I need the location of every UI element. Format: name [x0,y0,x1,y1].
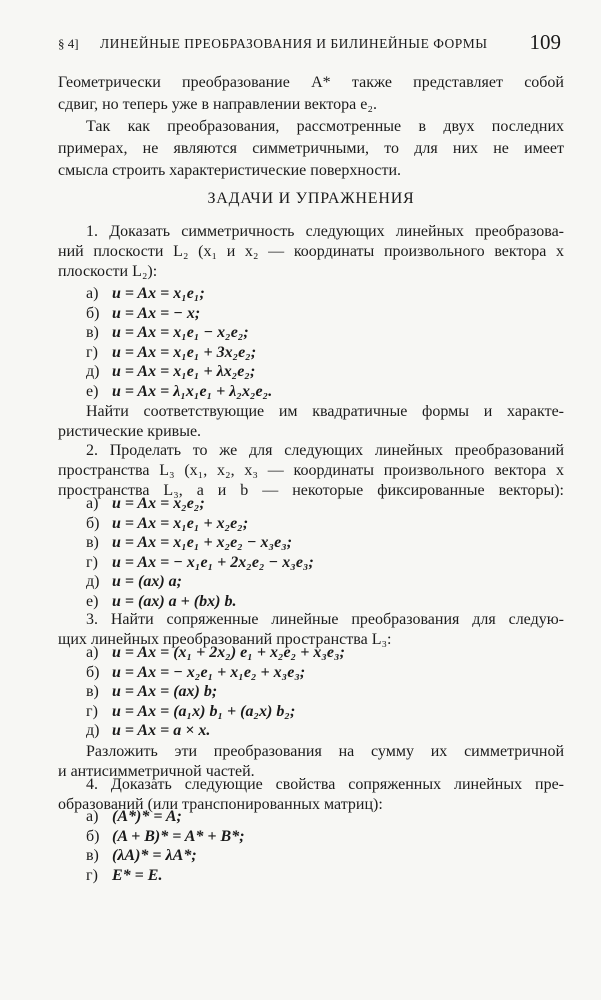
formula: u = Ax = x₁e₁; [112,285,205,302]
item-label: б) [86,827,100,845]
text-line: 3. Найти сопряженные линейные преобразования для следую- [86,611,564,628]
list-item [86,494,592,514]
text-line: 1. Доказать симметричность следующих линейных преобразова- [86,223,564,240]
formula: u = Ax = x₁e₁ − x₂e₂; [112,324,249,341]
text-line: плоскости L₂): [58,263,158,280]
formula: u = Ax = x₁e₁ + x₂e₂ − x₃e₃; [112,534,293,551]
formula: u = Ax = (ax) b; [112,683,218,700]
problem-1-list [58,284,592,401]
list-item [86,663,592,683]
running-title: ЛИНЕЙНЫЕ ПРЕОБРАЗОВАНИЯ И БИЛИНЕЙНЫЕ ФОРМЫ [100,36,488,51]
text-line: Так как преобразования, рассмотренные в двух последних [86,118,564,135]
formula: (A*)* = A; [112,808,182,825]
list-item [86,382,592,402]
formula: u = Ax = − x₁e₁ + 2x₂e₂ − x₃e₃; [112,553,314,571]
item-label: е) [86,382,99,400]
page-number: 109 [529,30,561,54]
text-line: пространства L₃ (x₁, x₂, x₃ — координаты произвольного вектора x [58,462,564,479]
formula: u = Ax = x₂e₂; [112,495,205,512]
item-label: в) [86,847,99,864]
item-label: б) [86,663,100,681]
list-item [86,362,592,382]
formula: u = Ax = x₁e₁ + λx₂e₂; [112,363,256,380]
formula: (λA)* = λA*; [112,847,197,864]
item-label: б) [86,514,100,532]
text-line: Геометрически преобразование A* также представляет собой [58,74,564,91]
formula: E* = E. [112,866,163,884]
problem-4-list [58,807,592,885]
section-heading: ЗАДАЧИ И УПРАЖНЕНИЯ [207,190,415,207]
item-label: е) [86,592,99,610]
intro-paragraphs [58,72,564,182]
item-label: в) [86,534,99,551]
list-item [86,553,592,573]
formula: u = Ax = − x₂e₁ + x₁e₂ + x₃e₃; [112,663,306,681]
problem-1-statement [58,222,564,282]
list-item [86,284,592,304]
list-item [86,343,592,363]
problem-1-followup [58,402,564,442]
section-number: § 4] [58,36,79,51]
text-line: примерах, не являются симметричными, то для них не имеет [58,140,564,157]
item-label: г) [86,553,98,571]
list-item [86,514,592,534]
item-label: г) [86,343,98,361]
text-line: ристические кривые. [58,423,202,440]
formula: u = Ax = x₁e₁ + 3x₂e₂; [112,343,257,361]
item-label: д) [86,363,100,380]
list-item [86,572,592,592]
item-label: д) [86,573,100,590]
list-item [86,304,592,324]
item-label: б) [86,304,100,322]
text-line: ний плоскости L₂ (x₁ и x₂ — координаты произвольного вектора x [58,243,564,260]
text-line: пространства L₃, a и b — некоторые фиксированные векторы): [58,482,564,499]
formula: u = Ax = a × x. [112,722,211,739]
text-line: 2. Проделать то же для следующих линейных преобразований [86,442,564,459]
list-item [86,827,592,847]
problem-2-statement [58,441,564,501]
item-label: а) [86,495,99,512]
formula: u = (ax) a + (bx) b. [112,592,237,610]
formula: u = (ax) a; [112,573,182,590]
list-item [86,682,592,702]
item-label: а) [86,285,99,302]
item-label: г) [86,702,98,720]
text-line: образований (или транспонированных матриц): [58,796,383,813]
item-label: г) [86,866,98,884]
text-line: Разложить эти преобразования на сумму их симметричной [86,743,564,760]
item-label: д) [86,722,100,739]
list-item [86,533,592,553]
problem-3-list [58,643,592,741]
text-line: 4. Доказать следующие свойства сопряженных линейных пре- [86,776,564,793]
item-label: в) [86,324,99,341]
formula: u = Ax = λ₁x₁e₁ + λ₂x₂e₂. [112,382,273,400]
list-item [86,702,592,722]
list-item [86,721,592,741]
problem-2-list [58,494,592,611]
list-item [86,807,592,827]
text-line: смысла строить характеристические поверхности. [58,162,401,179]
text-line: сдвиг, но теперь уже в направлении вектора e₂. [58,96,377,113]
item-label: а) [86,644,99,661]
list-item [86,323,592,343]
formula: u = Ax = − x; [112,304,201,322]
formula: u = Ax = (x₁ + 2x₂) e₁ + x₂e₂ + x₃e₃; [112,644,345,661]
list-item [86,866,592,886]
text-line: Найти соответствующие им квадратичные формы и характе- [86,403,564,420]
text-line: щих линейных преобразований пространства L₃: [58,631,392,648]
formula: u = Ax = (a₁x) b₁ + (a₂x) b₂; [112,702,296,720]
text-line: и антисимметричной частей. [58,763,255,780]
formula: u = Ax = x₁e₁ + x₂e₂; [112,514,249,532]
item-label: в) [86,683,99,700]
list-item [86,643,592,663]
running-header [58,30,561,54]
list-item [86,846,592,866]
list-item [86,592,592,612]
formula: (A + B)* = A* + B*; [112,827,245,845]
item-label: а) [86,808,99,825]
